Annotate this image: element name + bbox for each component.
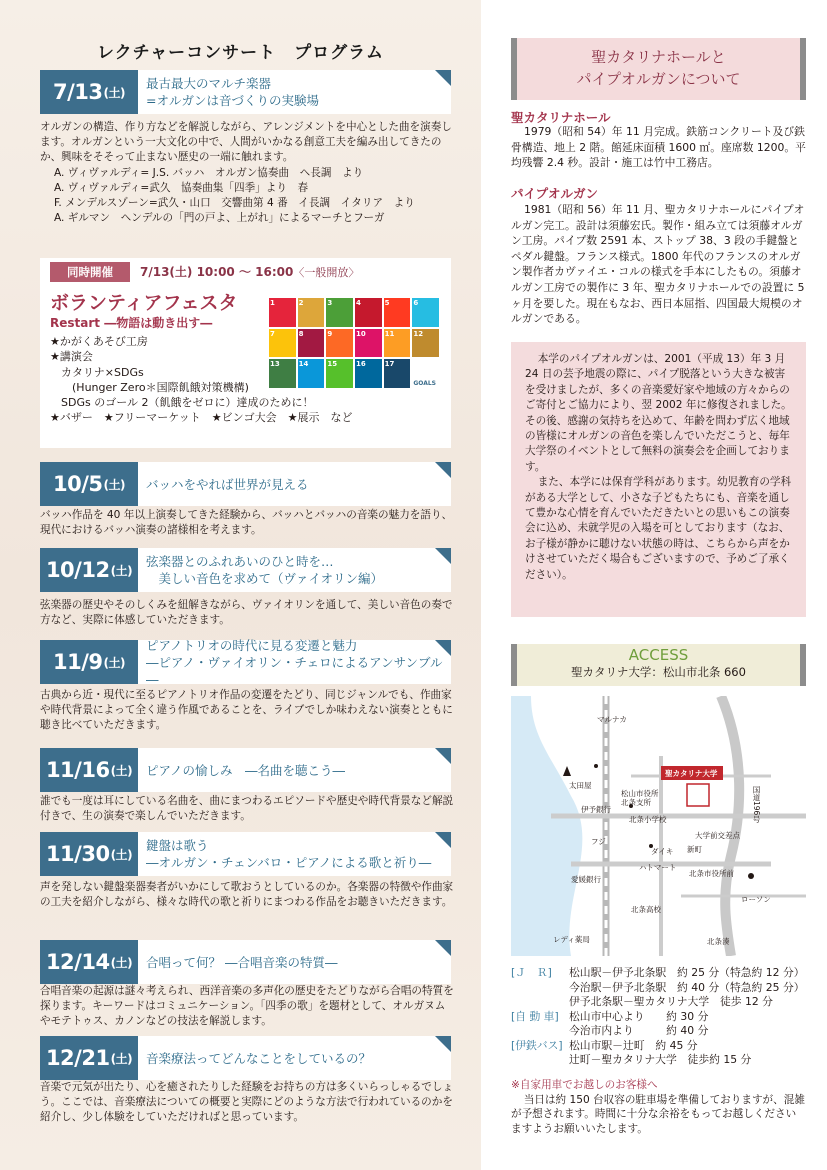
event-1116 <box>40 748 451 792</box>
sdg-goal-icon: 6 <box>412 298 439 327</box>
map-label-ehime-bank: 愛媛銀行 <box>571 875 601 884</box>
event-description: バッハ作品を 40 年以上演奏してきた経験から、バッハとバッハの音楽の魅力を語り、現代におけるバッハ演奏の諸様相を考えます。 <box>40 509 453 537</box>
map-label-lawson: ローソン <box>741 895 771 904</box>
event-title: 弦楽器とのふれあいのひと時を… 美しい音色を求めて（ヴァイオリン編） <box>138 548 451 592</box>
sdg-goal-icon: 8 <box>298 329 325 358</box>
map-label-hojo-school: 北条小学校 <box>629 815 667 824</box>
map-label-redeiya: レディ薬局 <box>553 935 590 944</box>
event-date: 11/9 (土) <box>40 640 138 684</box>
access-map <box>511 696 806 956</box>
hall-section-title: 聖カタリナホールと パイプオルガンについて <box>511 38 806 100</box>
festa-items: ★かがくあそび工房 ★講演会 カタリナ×SDGs (Hunger Zero＊国際飢餓対策機構) SDGs のゴール 2（飢餓をゼロに）達成のために！ ★バザー ★フリーマーケット ★ビンゴ大会 ★展示 など <box>50 335 353 425</box>
event-1109 <box>40 637 451 687</box>
festa-subtitle: Restart ―物語は動き出す― <box>50 316 213 330</box>
program-title: レクチャーコンサート プログラム <box>97 43 384 63</box>
sdg-goal-icon: 15 <box>326 359 353 388</box>
map-label-univ-entrance: 大学前交差点 <box>695 831 740 840</box>
sdg-goal-icon: 3 <box>326 298 353 327</box>
event-description: 合唱音楽の起源は謎々考えられ、西洋音楽の多声化の歴史をたどりながら合唱の特質を探ります。キーワードはコミュニケーション。「四季の歌」を題材として、オルガヌムやモテトゥス、カノンなどの技法を解説します。 <box>40 985 454 1028</box>
event-title: 最古最大のマルチ楽器 =オルガンは音づくりの実験場 <box>138 70 451 114</box>
hall-description: 1979（昭和 54）年 11 月完成。鉄筋コンクリート及び鉄骨構造、地上 2 階。館延床面積 1600 ㎡。座席数 1200。平均残響 2.4 秒。設計・施工は竹中工務店。 <box>511 125 806 170</box>
sdg-goal-icon: GOALS <box>412 359 439 388</box>
event-date: 12/14 (土) <box>40 940 138 984</box>
event-description: 古典から近・現代に至るピアノトリオ作品の変遷をたどり、同じジャンルでも、作曲家や時代背景によって全く違う作風であることを、ライブでしか味わえない演奏とともに聴き比べていただきます。 <box>40 689 453 732</box>
sdg-goal-icon: 11 <box>384 329 411 358</box>
sdg-goal-icon: 12 <box>412 329 439 358</box>
event-description: 弦楽器の歴史やそのしくみを紐解きながら、ヴァイオリンを通して、美しい音色の奏で方など、実際に体感していただきます。 <box>40 599 453 627</box>
map-graphic <box>511 696 806 956</box>
map-label-hojo-city-exit: 北条市役所前 <box>689 869 734 878</box>
event-1005 <box>40 462 451 506</box>
map-label-fuji: フジ <box>591 837 606 846</box>
map-label-city-hall: 松山市役所 <box>621 789 659 798</box>
organ-description: 1981（昭和 56）年 11 月、聖カタリナホールにパイプオルガン完工。設計は須藤宏氏。製作・組み立ては須藤オルガン工房。パイプ数 2591 本、ストップ 38、3 段の手鍵盤とペダル鍵盤。フランス様式。1800 年代のフランスのオルガン製作者カヴァイエ・コルの様式を手本にしたもの。須藤オルガン工房での製作に 3 年、聖カタリナホールでの設置に 5 ヶ月を要した。現在もなお、西日本屈指、四国最大規模のオルガンである。 <box>511 203 805 326</box>
sdgs-icon-grid <box>269 298 439 388</box>
event-title: 音楽療法ってどんなことをしているの？ <box>138 1036 451 1080</box>
parking-note: ※自家用車でお越しのお客様へ 当日は約 150 台収容の駐車場を準備しておりますが、混雑が予想されます。時間に十分な余裕をもってお越しくださいますようお願いいたします。 <box>511 1079 805 1135</box>
event-description: 声を発しない鍵盤楽器奏者がいかにして歌おうとしているのか。各楽器の特徴や作曲家の工夫を紹介しながら、様々な時代の歌と祈りにまつわる作品をお聴きいただきます。 <box>40 881 454 909</box>
event-date: 10/5 (土) <box>40 462 138 506</box>
map-label-route196: 国道196号 <box>752 786 761 823</box>
sdg-goal-icon: 9 <box>326 329 353 358</box>
event-description: 音楽で元気が出たり、心を癒されたりした経験をお持ちの方は多くいらっしゃるでしょう。ここでは、音楽療法についての概要と実際にどのような方法で行われているのかを紹介し、少し体験をしていただければと思っています。 <box>40 1081 454 1124</box>
festa-tag: 同時開催 <box>50 262 130 282</box>
map-label-marunaka: マルナカ <box>597 715 627 724</box>
message-box: 本学のパイプオルガンは、2001（平成 13）年 3 月 24 日の芸予地震の際に、パイプ脱落という大きな被害を受けましたが、多くの音楽愛好家や地域の方々からのご寄付とご協力により、翌 2002 年に修復されました。その後、感謝の気持ちを込めて、年齢を問わず広く地域の皆様にオルガンの音色を楽しんでいただこうと、毎年大学祭のイベントとして無料の演奏会を企画しております。 また、本学には保育学科があります。幼児教育の学科がある大学として、小さな子どもたちにも、音楽を通して豊かな心情を育んでいただきたいとの思いもこの演奏会に込め、未就学児の入場を可としております（なお、お子様が静かに聴けない状態の時は、こちらから声をかけさせていただく場合もございますので、予めご了承ください）。 <box>511 342 806 617</box>
sdg-goal-icon: 2 <box>298 298 325 327</box>
map-label-university: 聖カタリナ大学 <box>665 769 718 778</box>
volunteer-festa <box>40 258 451 448</box>
sdg-goal-icon: 1 <box>269 298 296 327</box>
event-title: バッハをやれば世界が見える <box>138 462 451 506</box>
sdg-goal-icon: 16 <box>355 359 382 388</box>
map-label-ohyasu: 太田屋 <box>569 781 592 790</box>
map-label-hojo-lake: 北条湊 <box>707 937 730 946</box>
event-date: 12/21 (土) <box>40 1036 138 1080</box>
event-description: オルガンの構造、作り方などを解説しながら、アレンジメントを中心とした曲を演奏します。オルガンという一大文化の中で、人間がいかなる創意工夫を編み出してきたのか、興味をそそって止まない歴史の一端に触れます。 A. ヴィヴァルディ= J.S. バッハ オルガン協奏曲 ヘ長調 より A. ヴィヴァルディ=武久 協奏曲集「四季」より 春 F. メンデルスゾーン=武久・山口 交響曲第 4 番 イ長調 イタリア より A. ギルマン ヘンデルの「門の戸よ、上がれ」によるマーチとフーガ <box>40 121 452 225</box>
event-title: ピアノトリオの時代に見る変遷と魅力 ―ピアノ・ヴァイオリン・チェロによるアンサンブル― <box>138 640 451 684</box>
event-title: 鍵盤は歌う ―オルガン・チェンバロ・ピアノによる歌と祈り― <box>138 832 451 876</box>
event-1130 <box>40 832 451 876</box>
event-1214 <box>40 940 451 984</box>
sdg-goal-icon: 17 <box>384 359 411 388</box>
event-0713 <box>40 70 451 114</box>
sdg-goal-icon: 13 <box>269 359 296 388</box>
festa-title: ボランティアフェスタ <box>50 292 238 314</box>
event-date: 7/13 (土) <box>40 70 138 114</box>
event-1012 <box>40 548 451 592</box>
festa-time: 7/13(土) 10:00 ～ 16:00〈一般開放〉 <box>140 265 360 279</box>
map-label-iyo-bank: 伊予銀行 <box>581 805 611 814</box>
event-date: 11/16 (土) <box>40 748 138 792</box>
sdg-goal-icon: 4 <box>355 298 382 327</box>
map-label-daiki: ダイキ <box>651 847 674 856</box>
sdg-goal-icon: 5 <box>384 298 411 327</box>
access-header: ACCESS 聖カタリナ大学：松山市北条 660 <box>511 644 806 686</box>
map-label-hato-mart: ハトマート <box>639 863 677 872</box>
event-date: 11/30 (土) <box>40 832 138 876</box>
event-description: 誰でも一度は耳にしている名曲を、曲にまつわるエピソードや歴史や時代背景など解説付きで、生の演奏で楽しんでいただきます。 <box>40 795 454 823</box>
event-title: 合唱って何？ ―合唱音楽の特質― <box>138 940 451 984</box>
organ-heading: パイプオルガン <box>511 186 599 201</box>
map-label-hojo-branch: 北条支所 <box>621 798 651 807</box>
sdg-goal-icon: 10 <box>355 329 382 358</box>
sdg-goal-icon: 7 <box>269 329 296 358</box>
event-date: 10/12 (土) <box>40 548 138 592</box>
sdg-goal-icon: 14 <box>298 359 325 388</box>
map-label-hojo-hs: 北条高校 <box>631 905 661 914</box>
transport-info: [Ｊ Ｒ] 松山駅－伊予北条駅 約 25 分（特急約 12 分） 今治駅－伊予北条駅 約 40 分（特急約 25 分） 伊予北条駅－聖カタリナ大学 徒歩 12 分 [自 動 車] 松山市中心より 約 30 分 今治市内より 約 40 分 [伊鉄バス] 松山市駅－辻町 約 45 分 辻町－聖カタリナ大学 徒歩約 15 分 <box>511 966 805 1066</box>
event-1221 <box>40 1036 451 1080</box>
map-label-shinmachi: 新町 <box>687 845 702 854</box>
event-title: ピアノの愉しみ ―名曲を聴こう― <box>138 748 451 792</box>
hall-heading: 聖カタリナホール <box>511 110 611 125</box>
info-column <box>481 0 827 1170</box>
